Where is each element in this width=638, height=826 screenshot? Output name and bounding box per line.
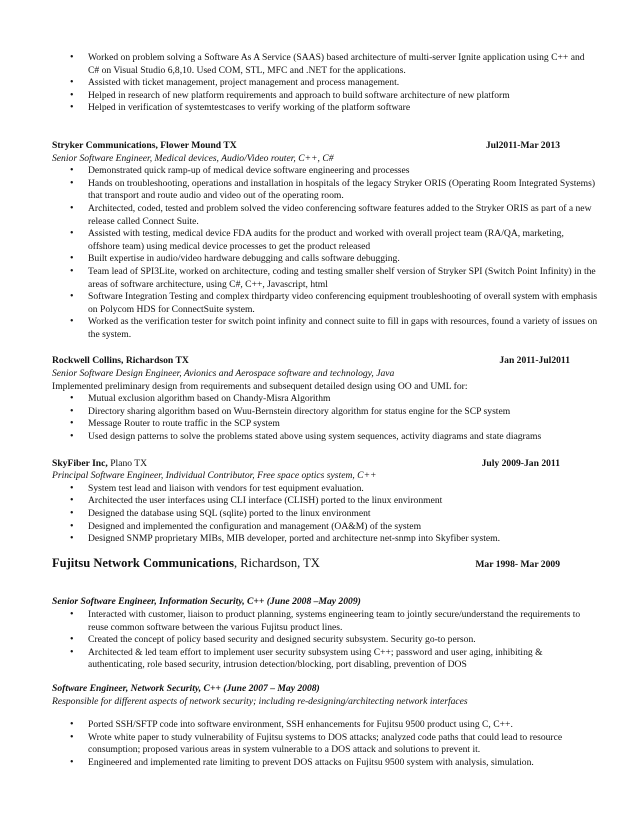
list-item: • Architected the user interfaces using CLI interface (CLISH) ported to the linux environment <box>88 495 598 508</box>
rockwell-bullet-list <box>52 393 598 443</box>
job-dates: Jul2011-Mar 2013 <box>485 139 560 151</box>
intro-bullet-list <box>52 52 598 115</box>
role-description: Responsible for different aspects of network security; including re-designing/architecting network interfaces <box>52 695 468 707</box>
job-title: Senior Software Engineer, Medical devices, Audio/Video router, C++, C# <box>52 152 334 164</box>
list-item: • Helped in research of new platform requirements and approach to build software architecture of new platform <box>88 90 598 103</box>
list-item: • Designed and implemented the configuration and management (OA&M) of the system <box>88 521 598 534</box>
resume-page <box>52 52 598 770</box>
list-item: • Engineered and implemented rate limiting to prevent DOS attacks on Fujitsu 9500 system with analysis, simulation. <box>88 757 598 770</box>
list-item: • Designed the database using SQL (sqlite) ported to the linux environment <box>88 508 598 521</box>
job-title: Principal Software Engineer, Individual Contributor, Free space optics system, C++ <box>52 470 377 482</box>
job-dates: July 2009-Jan 2011 <box>481 457 560 469</box>
company-location: , Richardson, TX <box>233 555 320 570</box>
job-header-fujitsu <box>52 557 598 572</box>
list-item: • Assisted with ticket management, project management and process management. <box>88 77 598 90</box>
list-item: • Message Router to route traffic in the SCP system <box>88 418 598 431</box>
list-item: • Team lead of SPI3Lite, worked on architecture, coding and testing smaller shelf version of Stryker SPI (Switch Point Infinity) in the areas of software architecture, using C#, C++, Javascript, html <box>88 266 598 291</box>
list-item: • Architected & led team effort to implement user security subsystem using C++; password and user aging, inhibiting & authenticating, role based security, intrusion detection/blocking, port disabling, prevention of DOS <box>88 647 598 672</box>
fujitsu-role1-bullet-list <box>52 609 598 672</box>
list-item: • Interacted with customer, liaison to product planning, systems engineering team to jointly secure/understand the requirements to reuse common software between the various Fujitsu product lines. <box>88 609 598 634</box>
company-name: Fujitsu Network Communications <box>52 555 234 570</box>
job-dates: Mar 1998- Mar 2009 <box>475 558 560 570</box>
job-header-stryker <box>52 140 598 153</box>
list-item: • Mutual exclusion algorithm based on Chandy-Misra Algorithm <box>88 393 598 406</box>
list-item: • Used design patterns to solve the problems stated above using system sequences, activity diagrams and state diagrams <box>88 431 598 444</box>
list-item: • Directory sharing algorithm based on Wuu-Bernstein directory algorithm for status engine for the SCP system <box>88 406 598 419</box>
list-item: • Wrote white paper to study vulnerability of Fujitsu systems to DOS attacks; analyzed code paths that could lead to resource consumption; proposed various areas in system vulnerable to a DOS attack and solutions to prevent it. <box>88 732 598 757</box>
role-title: Senior Software Engineer, Information Security, C++ (June 2008 –May 2009) <box>52 596 361 608</box>
list-item: • Designed SNMP proprietary MIBs, MIB developer, ported and architecture net-snmp into Skyfiber system. <box>88 533 598 546</box>
company-name: Rockwell Collins, Richardson TX <box>52 355 189 367</box>
list-item: • Architected, coded, tested and problem solved the video conferencing software features added to the Stryker ORIS as part of a new release called Connect Suite. <box>88 203 598 228</box>
list-item: • Worked on problem solving a Software As A Service (SAAS) based architecture of multi-server Ignite application using C++ and C# on Visual Studio 6,8,10. Used COM, STL, MFC and .NET for the applications. <box>88 52 598 77</box>
list-item: • Worked as the verification tester for switch point infinity and connect suite to fill in gaps with resources, found a variety of issues on the system. <box>88 316 598 341</box>
list-item: • Software Integration Testing and complex thirdparty video conferencing equipment troubleshooting of overall system with emphasis on Polycom HDS for ConnectSuite system. <box>88 291 598 316</box>
job-header-rockwell <box>52 355 598 368</box>
list-item: • Assisted with testing, medical device FDA audits for the product and worked with overall project team (RA/QA, marketing, offshore team) using medical device processes to get the product released <box>88 228 598 253</box>
list-item: • Created the concept of policy based security and designed security subsystem. Security go-to person. <box>88 634 598 647</box>
list-item: • Helped in verification of systemtestcases to verify working of the platform software <box>88 102 598 115</box>
role-title: Software Engineer, Network Security, C++ (June 2007 – May 2008) <box>52 682 320 694</box>
list-item: • Built expertise in audio/video hardware debugging and calls software debugging. <box>88 253 598 266</box>
stryker-bullet-list <box>52 165 598 341</box>
fujitsu-role2-bullet-list <box>52 719 598 769</box>
list-item: • System test lead and liaison with vendors for test equipment evaluation. <box>88 483 598 496</box>
skyfiber-bullet-list <box>52 483 598 546</box>
job-dates: Jan 2011-Jul2011 <box>499 355 570 367</box>
list-item: • Hands on troubleshooting, operations and installation in hospitals of the legacy Stryker ORIS (Operating Room Integrated Systems) that transport and route audio and video out of the operating room. <box>88 178 598 203</box>
company-name: SkyFiber Inc, <box>52 457 108 469</box>
job-header-skyfiber <box>52 458 598 471</box>
job-intro: Implemented preliminary design from requirements and subsequent detailed design using OO and UML for: <box>52 380 468 392</box>
list-item: • Ported SSH/SFTP code into software environment, SSH enhancements for Fujitsu 9500 product using C, C++. <box>88 719 598 732</box>
job-title: Senior Software Design Engineer, Avionics and Aerospace software and technology, Java <box>52 368 395 380</box>
list-item: • Demonstrated quick ramp-up of medical device software engineering and processes <box>88 165 598 178</box>
company-location: Plano TX <box>107 457 148 469</box>
company-name: Stryker Communications, Flower Mound TX <box>52 139 237 151</box>
